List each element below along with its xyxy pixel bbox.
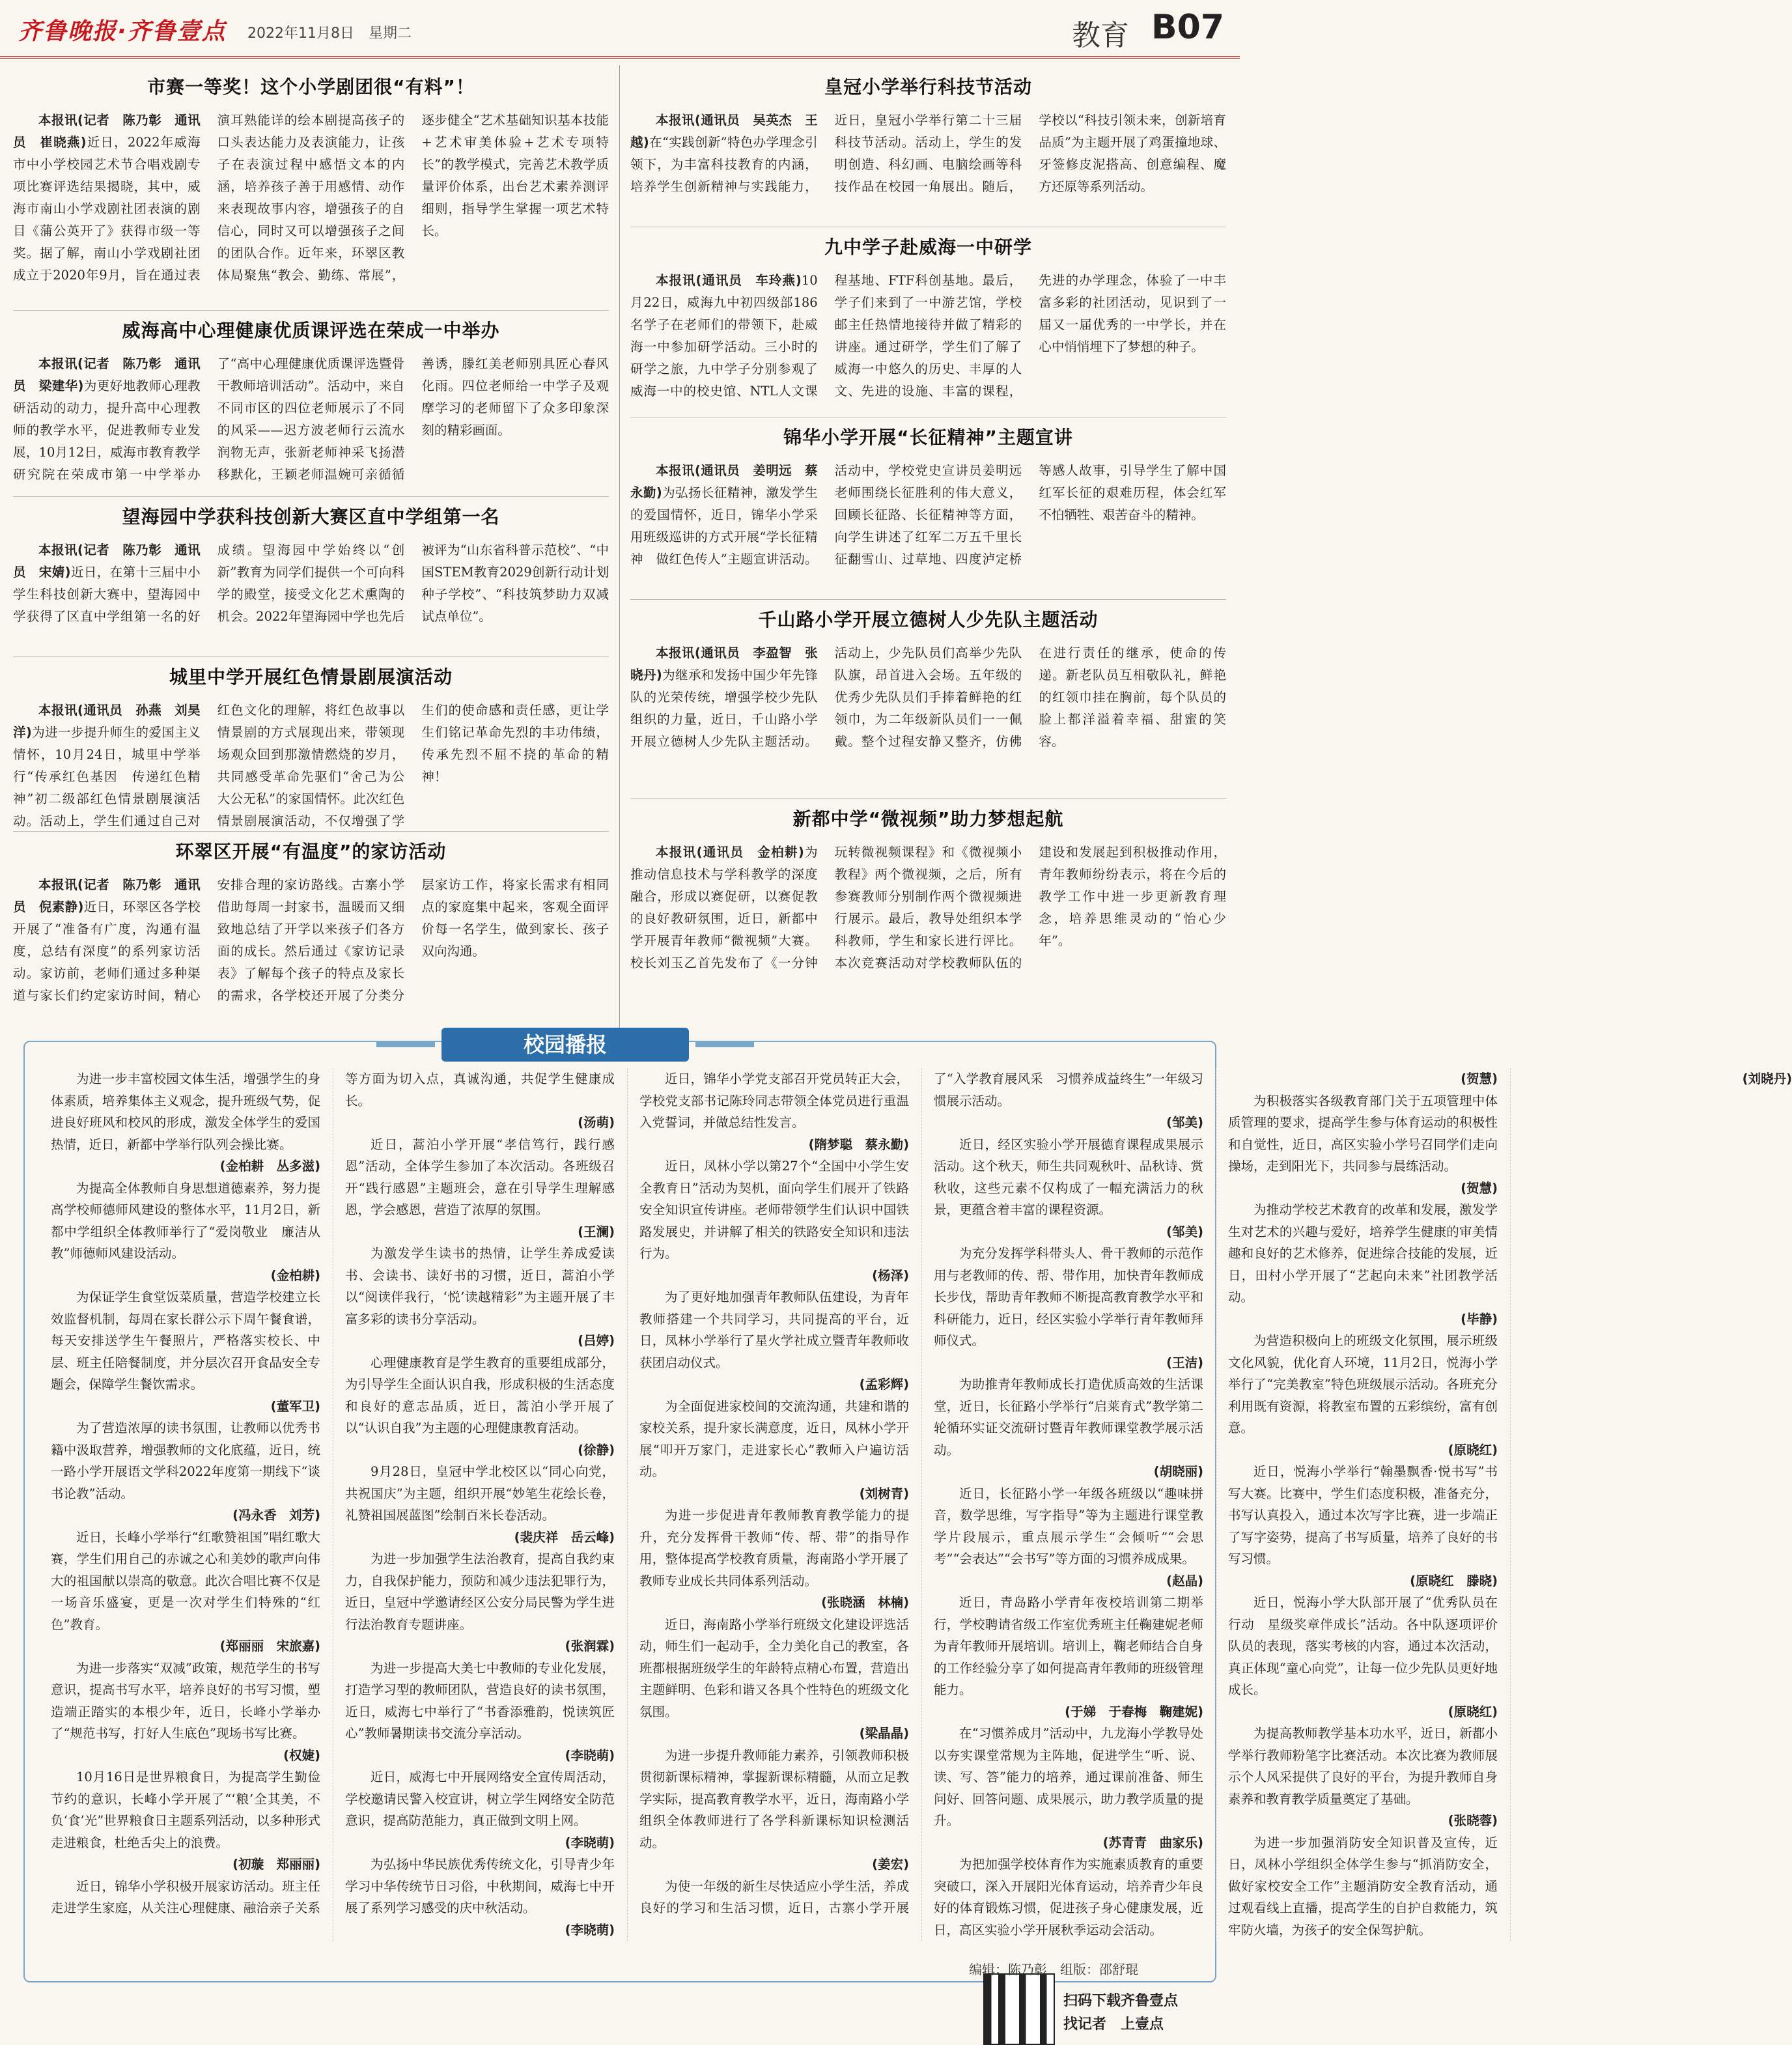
editor-credit: 编辑：陈乃彰 组版：邵舒琨 xyxy=(969,1962,1138,1977)
campus-news-item: 为助推青年教师成长打造优质高效的生活课堂，近日，长征路小学举行“启莱育式”教学第二轮循环实证交流研讨暨青年教师课堂教学展示活动。 xyxy=(934,1377,1203,1458)
campus-news-signature: (毕静) xyxy=(1461,1311,1498,1327)
article-body: 本报讯(通讯员 金柏耕)为推动信息技术与学科教学的深度融合，形成以赛促研，以赛促教的良好教研氛围，近日，新都中学开展青年教师“微视频”大赛。校长刘玉乙首先发布了《一分钟玩转微视频课程》和《微视频小教程》两个微视频，之后，所有参赛教师分别制作两个微视频进行展示。最后，教导处组织本学科教师，学生和家长进行评比。本次竞赛活动对学校教师队伍的建设和发展起到积极推动作用，青年教师纷纷表示，将在今后的教学工作中进一步更新教育理念，培养思维灵动的“怡心少年”。 xyxy=(630,845,1226,970)
campus-broadcast-body xyxy=(51,1068,1792,1941)
divider xyxy=(13,831,609,832)
campus-news-signature: (姜宏) xyxy=(872,1857,909,1872)
campus-news-item: 为营造积极向上的班级文化氛围，展示班级文化风貌，优化育人环境，11月2日，悦海小学举行了“完美教室”特色班级展示活动。各班充分利用既有资源，将教室布置的五彩缤纷，富有创意。 xyxy=(1228,1333,1498,1435)
campus-news-signature: (刘晓丹) xyxy=(1742,1071,1792,1086)
article-title: 九中学子赴威海一中研学 xyxy=(824,236,1032,258)
campus-news-item: 近日，锦华小学积极开展家访活动。班主任走进学生家庭，从关注心理健康、融洽亲子关系等方面为切入点，真诚沟通，共促学生健康成长。 xyxy=(51,1071,615,1915)
article-title: 环翠区开展“有温度”的家访活动 xyxy=(175,841,447,862)
campus-news-signature: (隋梦聪 蔡永勤) xyxy=(808,1136,909,1152)
article-6 xyxy=(630,73,1226,246)
campus-news-item: 近日，锦华小学党支部召开党员转正大会，学校党支部书记陈玲同志带领全体党员进行重温入党誓词，并做总结性发言。 xyxy=(639,1071,909,1130)
article-7 xyxy=(630,233,1226,419)
article-5 xyxy=(13,838,609,1030)
page-header xyxy=(0,0,1240,59)
campus-news-item: 为使一年级的新生尽快适应小学生活，养成良好的学习和生活习惯，近日，古寨小学开展了“入学教育展风采 习惯养成益终生”一年级习惯展示活动。 xyxy=(639,1071,1203,1915)
campus-news-item: 为激发学生读书的热情，让学生养成爱读书、会读书、读好书的习惯，近日，蒿泊小学以“阅读伴我行，‘悦’读越精彩”为主题开展了丰富多彩的读书分享活动。 xyxy=(345,1246,615,1327)
article-title: 新都中学“微视频”助力梦想起航 xyxy=(792,808,1064,830)
article-9 xyxy=(630,606,1226,792)
campus-news-signature: (初璇 郑丽丽) xyxy=(232,1857,320,1872)
campus-news-signature: (吕婷) xyxy=(578,1333,615,1348)
campus-news-signature: (金柏耕 丛多滋) xyxy=(219,1159,320,1174)
campus-news-item: 为进一步提升教师能力素养，引领教师积极贯彻新课标精神，掌握新课标精髓，从而立足教学实际，提高教育教学水平，近日，海南路小学组织全体教师进行了各学科新课标知识检测活动。 xyxy=(639,1747,909,1850)
campus-news-item: 近日，海南路小学举行班级文化建设评选活动，师生们一起动手，全力美化自己的教室，各班都根据班级学生的年龄特点精心布置，营造出主题鲜明、色彩和谐又各具个性特色的班级文化氛围。 xyxy=(639,1616,909,1719)
campus-news-signature: (于娣 于春梅 鞠建妮) xyxy=(1065,1704,1203,1719)
campus-news-signature: (张晓蓉) xyxy=(1448,1813,1498,1828)
campus-news-item: 为进一步落实“双减”政策，规范学生的书写意识，提高书写水平，培养良好的书写习惯，塑造端正踏实的本根少年，近日，长峰小学举办了“规范书写，打好人生底色”现场书写比赛。 xyxy=(51,1660,320,1741)
column-divider xyxy=(619,65,620,1039)
article-8 xyxy=(630,423,1226,616)
campus-news-item: 近日，悦海小学大队部开展了“优秀队员在行动 星级奖章伴成长”活动。各中队逐项评价队员的表现，落实考核的内容，通过本次活动，真正体现“童心向党”，让每一位少先队员更好地成长。 xyxy=(1228,1595,1498,1697)
article-1 xyxy=(13,73,609,331)
campus-broadcast-box xyxy=(23,1032,1792,2033)
divider xyxy=(630,798,1226,799)
campus-news-item: 为进一步提高大美七中教师的专业化发展，打造学习型的教师团队，营造良好的读书氛围，近日，威海七中举行了“书香添雅韵，悦读筑匠心”教师暑期读书交流分享活动。 xyxy=(345,1660,615,1741)
divider xyxy=(13,496,609,497)
campus-news-item: 为提高教师教学基本功水平，近日，新都小学举行教师粉笔字比赛活动。本次比赛为教师展示个人风采提供了良好的平台，为提升教师自身素养和教育教学质量奠定了基础。 xyxy=(1228,1726,1498,1807)
campus-news-item: 心理健康教育是学生教育的重要组成部分，为引导学生全面认识自我，形成积极的生活态度和良好的意志品质，近日，蒿泊小学开展了以“认识自我”为主题的心理健康教育活动。 xyxy=(345,1355,615,1435)
campus-news-item: 为全面促进家校间的交流沟通，共建和谐的家校关系，提升家长满意度，近日，凤林小学开展“叩开万家门，走进家长心”教师入户遍访活动。 xyxy=(639,1398,909,1479)
campus-news-signature: (王澜) xyxy=(578,1224,615,1239)
campus-news-item: 在“习惯养成月”活动中，九龙海小学教导处以夯实课堂常规为主阵地，促进学生“听、说、读、写、答”能力的培养，通过课前准备、师生问好、回答问题、成果展示，助力教学质量的提升。 xyxy=(934,1726,1203,1828)
campus-news-signature: (李晓萌) xyxy=(565,1922,615,1938)
campus-news-item: 近日，青岛路小学青年夜校培训第二期举行，学校聘请省级工作室优秀班主任鞠建妮老师为青年教师开展培训。培训上，鞠老师结合自身的工作经验分享了如何提高青年教师的班级管理能力。 xyxy=(934,1595,1203,1697)
article-body: 本报讯(通讯员 车玲燕)10月22日，威海九中初四级部186名学子在老师们的带领下，赴威海一中参加研学活动。三小时的研学之旅，九中学子分别参观了威海一中的校史馆、NTL人文课程基地、FTF科创基地。最后，学子们来到了一中游艺馆，学校邮主任热情地接待并做了精彩的讲座。通过研学，学生们了解了威海一中悠久的历史、丰厚的人文、先进的设施、丰富的课程，先进的办学理念，体验了一中丰富多彩的社团活动，见识到了一届又一届优秀的一中学长，并在心中悄悄埋下了梦想的种子。 xyxy=(630,273,1226,399)
campus-news-item: 近日，长峰小学举行“红歌赞祖国”唱红歌大赛，学生们用自己的赤诚之心和美妙的歌声向伟大的祖国献以崇高的敬意。此次合唱比赛不仅是一场音乐盛宴，更是一次对学生们特殊的“红色”教育。 xyxy=(51,1529,320,1632)
campus-news-signature: (邹美) xyxy=(1166,1115,1203,1130)
article-title: 望海园中学获科技创新大赛区直中学组第一名 xyxy=(122,506,500,528)
article-body: 本报讯(记者 陈乃彰 通讯员 崔晓燕)近日，2022年威海市中小学校园艺术节合唱戏剧专项比赛评选结果揭晓，其中，威海市南山小学戏剧社团表演的剧目《蒲公英开了》获得市级一等奖。据了解，南山小学戏剧社团成立于2020年9月，旨在通过表演耳熟能详的绘本剧提高孩子的口头表达能力及表演能力，让孩子在表演过程中感悟文本的内涵，培养孩子善于用感情、动作来表现故事内容，增强孩子的自信心，同时又可以增强孩子之间的团队合作。近年来，环翠区教体局聚焦“教会、勤练、常展”，逐步健全“艺术基础知识基本技能+艺术审美体验+艺术专项特长”的教学模式，完善艺术教学质量评价体系，出台艺术素养测评细则，指导学生掌握一项艺术特长。 xyxy=(13,113,609,283)
article-2 xyxy=(13,317,609,509)
article-title: 锦华小学开展“长征精神”主题宣讲 xyxy=(783,427,1073,448)
article-body: 本报讯(通讯员 李盈智 张晓丹)为继承和发扬中国少年先锋队的光荣传统，增强学校少先队组织的力量，近日，千山路小学开展立德树人少先队主题活动。活动上，少先队员们高举少先队队旗，昂首进入会场。五年级的优秀少先队员们手捧着鲜艳的红领巾，为二年级新队员们一一佩戴。整个过程安静又整齐，仿佛在进行责任的继承，使命的传递。新老队员互相敬队礼，鲜艳的红领巾挂在胸前，每个队员的脸上都洋溢着幸福、甜蜜的笑容。 xyxy=(630,645,1226,749)
campus-news-signature: (徐静) xyxy=(578,1442,615,1458)
campus-news-item: 为进一步丰富校园文体生活，增强学生的身体素质，培养集体主义观念，提升班级气势，促进良好班风和校风的形成，激发全体学生的爱国热情，近日，新都中学举行队列会操比赛。 xyxy=(51,1071,320,1152)
campus-news-signature: (郑丽丽 宋旅嘉) xyxy=(219,1639,320,1654)
newspaper-logo: 齐鲁晚报·齐鲁壹点 xyxy=(18,18,227,45)
campus-news-item: 10月16日是世界粮食日，为提高学生勤俭节约的意识，长峰小学开展了“‘粮’全其美，不负‘食’光”世界粮食日主题系列活动，以多种形式走进粮食，杜绝舌尖上的浪费。 xyxy=(51,1770,320,1850)
campus-news-item: 近日，长征路小学一年级各班级以“趣味拼音，数学思维，写字指导”等为主题进行课堂教学片段展示，重点展示学生“会倾听”“会思考”“会表达”“会书写”等方面的习惯养成成果。 xyxy=(934,1486,1203,1566)
campus-news-signature: (贺慧) xyxy=(1461,1180,1498,1196)
campus-news-signature: (金柏耕) xyxy=(270,1267,320,1283)
article-body: 本报讯(通讯员 姜明远 蔡永勤)为弘扬长征精神，激发学生的爱国情怀，近日，锦华小学采用班级巡讲的方式开展“学长征精神 做红色传人”主题宣讲活动。活动中，学校党史宣讲员姜明远老师围绕长征胜利的伟大意义，回顾长征路、长征精神等方面，向学生讲述了红军二万五千里长征翻雪山、过草地、四度泸定桥等感人故事，引导学生了解中国红军长征的艰难历程，体会红军不怕牺牲、艰苦奋斗的精神。 xyxy=(630,463,1226,567)
article-title: 市赛一等奖！这个小学剧团很“有料”！ xyxy=(147,76,475,98)
campus-news-item: 9月28日，皇冠中学北校区以“同心向党，共祝国庆”为主题，组织开展“妙笔生花绘长卷，礼赞祖国展蓝图”绘制百米长卷活动。 xyxy=(345,1464,615,1523)
article-title: 城里中学开展红色情景剧展演活动 xyxy=(169,666,453,688)
campus-news-item: 为弘扬中华民族优秀传统文化，引导青少年学习中华传统节日习俗，中秋期间，威海七中开展了系列学习感受的庆中秋活动。 xyxy=(345,1857,615,1915)
article-title: 威海高中心理健康优质课评选在荣成一中举办 xyxy=(122,320,500,341)
campus-news-signature: (苏青青 曲家乐) xyxy=(1102,1835,1203,1850)
campus-news-item: 近日，蒿泊小学开展“孝信笃行，践行感恩”活动，全体学生参加了本次活动。各班级召开“践行感恩”主题班会，意在引导学生理解感恩，学会感恩，营造了浓厚的氛围。 xyxy=(345,1136,615,1217)
article-body: 本报讯(通讯员 孙燕 刘昊洋)为进一步提升师生的爱国主义情怀，10月24日，城里中学举行“传承红色基因 传递红色精神”初二级部红色情景剧展演活动。活动上，学生们通过自己对红色文化的理解，将红色故事以情景剧的方式展现出来，带领现场观众回到那激情燃烧的岁月，共同感受革命先驱们“舍己为公 大公无私”的家国情怀。此次红色情景剧展演活动，不仅增强了学生们的使命感和责任感，更让学生们铭记革命先烈的丰功伟绩，传承先烈不屈不挠的革命的精神！ xyxy=(13,703,609,828)
campus-news-signature: (董军卫) xyxy=(270,1398,320,1414)
campus-news-signature: (邹美) xyxy=(1166,1224,1203,1239)
campus-news-signature: (权婕) xyxy=(283,1747,320,1763)
qr-code-icon[interactable] xyxy=(983,1973,1055,2045)
section-name: 教育 xyxy=(1072,19,1129,52)
article-3 xyxy=(13,503,609,670)
qr-caption: 扫码下载齐鲁壹点 找记者 上壹点 xyxy=(1063,1993,1179,2033)
campus-news-signature: (张晓涵 林楠) xyxy=(821,1595,909,1610)
campus-news-signature: (裴庆祥 岳云峰) xyxy=(514,1529,615,1545)
campus-news-signature: (杨泽) xyxy=(872,1267,909,1283)
article-10 xyxy=(630,805,1226,1030)
divider xyxy=(13,310,609,311)
campus-news-item: 为推动学校艺术教育的改革和发展，激发学生对艺术的兴趣与爱好，培养学生健康的审美情趣和良好的艺术修养，促进综合技能的发展，近日，田村小学开展了“艺起向未来”社团教学活动。 xyxy=(1228,1202,1498,1305)
article-body: 本报讯(记者 陈乃彰 通讯员 宋婧)近日，在第十三届中小学生科技创新大赛中，望海园中学获得了区直中学组第一名的好成绩。望海园中学始终以“创新”教育为同学们提供一个可向科学的殿堂，接受文化艺术熏陶的机会。2022年望海园中学也先后被评为“山东省科普示范校”、“中国STEM教育2029创新行动计划种子学校”、“科技筑梦助力双减试点单位”。 xyxy=(13,543,609,624)
campus-broadcast-title: 校园播报 xyxy=(441,1028,689,1062)
campus-news-item: 为提高全体教师自身思想道德素养，努力提高学校师德师风建设的整体水平，11月2日，新都中学组织全体教师举行了“爱岗敬业 廉洁从教”师德师风建设活动。 xyxy=(51,1180,320,1261)
campus-news-item: 为积极落实各级教育部门关于五项管理中体质管理的要求，提高学生参与体育运动的积极性和自觉性，近日，高区实验小学号召同学们走向操场，走到阳光下，共同参与晨练活动。 xyxy=(1228,1093,1498,1174)
campus-news-item: 近日，悦海小学举行“翰墨飘香·悦书写”书写大赛。比赛中，学生们态度积极，准备充分，书写认真投入，通过本次写字比赛，进一步端正了写字姿势，提高了书写质量，培养了良好的书写习惯。 xyxy=(1228,1464,1498,1566)
divider xyxy=(630,599,1226,600)
campus-news-item: 为把加强学校体育作为实施素质教育的重要突破口，深入开展阳光体育运动，培养青少年良好的体育锻炼习惯，促进孩子身心健康发展，近日，高区实验小学开展秋季运动会活动。 xyxy=(934,1857,1203,1938)
issue-date: 2022年11月8日 星期二 xyxy=(247,25,412,42)
divider xyxy=(13,656,609,657)
page-number: B07 xyxy=(1151,8,1224,47)
campus-news-item: 近日，威海七中开展网络安全宣传周活动，学校邀请民警入校宣讲，树立学生网络安全防范意识，提高防范能力，真正做到文明上网。 xyxy=(345,1770,615,1828)
campus-news-signature: (梁晶晶) xyxy=(859,1726,909,1741)
campus-news-signature: (胡晓丽) xyxy=(1153,1464,1203,1479)
campus-news-signature: (王洁) xyxy=(1166,1355,1203,1370)
campus-news-item: 为了更好地加强青年教师队伍建设，为青年教师搭建一个共同学习，共同提高的平台，近日，凤林小学举行了星火学社成立暨青年教师收获团启动仪式。 xyxy=(639,1290,909,1370)
campus-news-signature: (冯永香 刘芳) xyxy=(232,1508,320,1523)
article-body: 本报讯(通讯员 吴英杰 王越)在“实践创新”特色办学理念引领下，为丰富科技教育的内涵，培养学生创新精神与实践能力，近日，皇冠小学举行第二十三届科技节活动。活动上，学生的发明创造、科幻画、电脑绘画等科技作品在校园一角展出。随后，学校以“科技引领未来，创新培育品质”为主题开展了鸡蛋撞地球、牙签修皮泥搭高、创意编程、魔方还原等系列活动。 xyxy=(630,113,1226,194)
article-4 xyxy=(13,663,609,843)
campus-news-signature: (贺慧) xyxy=(1461,1071,1498,1086)
campus-news-signature: (李晓萌) xyxy=(565,1835,615,1850)
campus-news-signature: (原晓红) xyxy=(1448,1442,1498,1458)
campus-news-item: 为了营造浓厚的读书氛围，让教师以优秀书籍中汲取营养，增强教师的文化底蕴，近日，统一路小学开展语文学科2022年度第一期线下“谈书论教”活动。 xyxy=(51,1420,320,1501)
campus-news-signature: (汤萌) xyxy=(578,1115,615,1130)
article-title: 皇冠小学举行科技节活动 xyxy=(824,76,1032,98)
campus-news-item: 近日，经区实验小学开展德育课程成果展示活动。这个秋天，师生共同观秋叶、品秋诗、赏秋收，这些元素不仅构成了一幅充满活力的秋景，更蕴含着丰富的课程资源。 xyxy=(934,1136,1203,1217)
article-body: 本报讯(记者 陈乃彰 通讯员 梁建华)为更好地教师心理教研活动的动力，提升高中心理教师的教学水平，促进教师专业发展，10月12日，威海市教育教学研究院在荣成市第一中学举办了“高中心理健康优质课评选暨骨干教师培训活动”。活动中，来自不同市区的四位老师展示了不同的风采——迟方波老师行云流水润物无声，张新老师神采飞扬潜移默化，王颖老师温婉可亲循循善诱，滕红美老师别具匠心春风化雨。四位老师给一中学子及观摩学习的老师留下了众多印象深刻的精彩画面。 xyxy=(13,356,609,482)
campus-news-item: 近日，凤林小学以第27个“全国中小学生安全教育日”活动为契机，面向学生们展开了铁路安全知识宣传讲座。老师带领学生们认识中国铁路发展史，并讲解了相关的铁路安全知识和违法行为。 xyxy=(639,1159,909,1261)
campus-news-signature: (刘树青) xyxy=(859,1486,909,1501)
campus-news-item: 为进一步促进青年教师教育教学能力的提升，充分发挥骨干教师“传、帮、带”的指导作用，整体提高学校教育质量，海南路小学开展了教师专业成长共同体系列活动。 xyxy=(639,1508,909,1588)
campus-news-item: 为充分发挥学科带头人、骨干教师的示范作用与老教师的传、帮、带作用，加快青年教师成长步伐，帮助青年教师不断提高教育教学水平和科研能力，近日，经区实验小学举行青年教师拜师仪式。 xyxy=(934,1246,1203,1348)
campus-news-item: 为保证学生食堂饭菜质量，营造学校建立长效监督机制，每周在家长群公示下周午餐食谱，每天安排送学生午餐照片，严格落实校长、中层、班主任陪餐制度，并分层次召开食品安全专题会，保障学生餐饮需求。 xyxy=(51,1290,320,1392)
campus-news-signature: (赵晶) xyxy=(1166,1573,1203,1588)
article-title: 千山路小学开展立德树人少先队主题活动 xyxy=(758,609,1099,630)
article-body: 本报讯(记者 陈乃彰 通讯员 倪素静)近日，环翠区各学校开展了“准备有广度，沟通有温度，总结有深度”的系列家访活动。家访前，老师们通过多种渠道与家长们约定家访时间，精心安排合理的家访路线。古寨小学借助每周一封家书，温暖而又细致地总结了开学以来孩子们各方面的成长。然后通过《家访记录表》了解每个孩子的特点及家长的需求，各学校还开展了分类分层家访工作，将家长需求有相同点的家庭集中起来，客观全面评价每一名学生，做到家长、孩子双向沟通。 xyxy=(13,877,609,1003)
campus-news-signature: (李晓萌) xyxy=(565,1747,615,1763)
campus-news-signature: (孟彩辉) xyxy=(859,1377,909,1392)
campus-news-signature: (原晓红 滕晓) xyxy=(1410,1573,1498,1588)
campus-news-signature: (原晓红) xyxy=(1448,1704,1498,1719)
campus-news-signature: (张润霖) xyxy=(565,1639,615,1654)
campus-news-item: 为进一步加强消防安全知识普及宣传，近日，凤林小学组织全体学生参与“抓消防安全，做好家校安全工作”主题消防安全教育活动，通过观看线上直播，提高学生的自护自救能力，筑牢防火墙，为孩子的安全保驾护航。 xyxy=(1228,1835,1498,1938)
campus-news-item: 为进一步加强学生法治教育，提高自我约束力，自我保护能力，预防和减少违法犯罪行为，近日，皇冠中学邀请经区公安分局民警为学生进行法治教育专题讲座。 xyxy=(345,1551,615,1632)
